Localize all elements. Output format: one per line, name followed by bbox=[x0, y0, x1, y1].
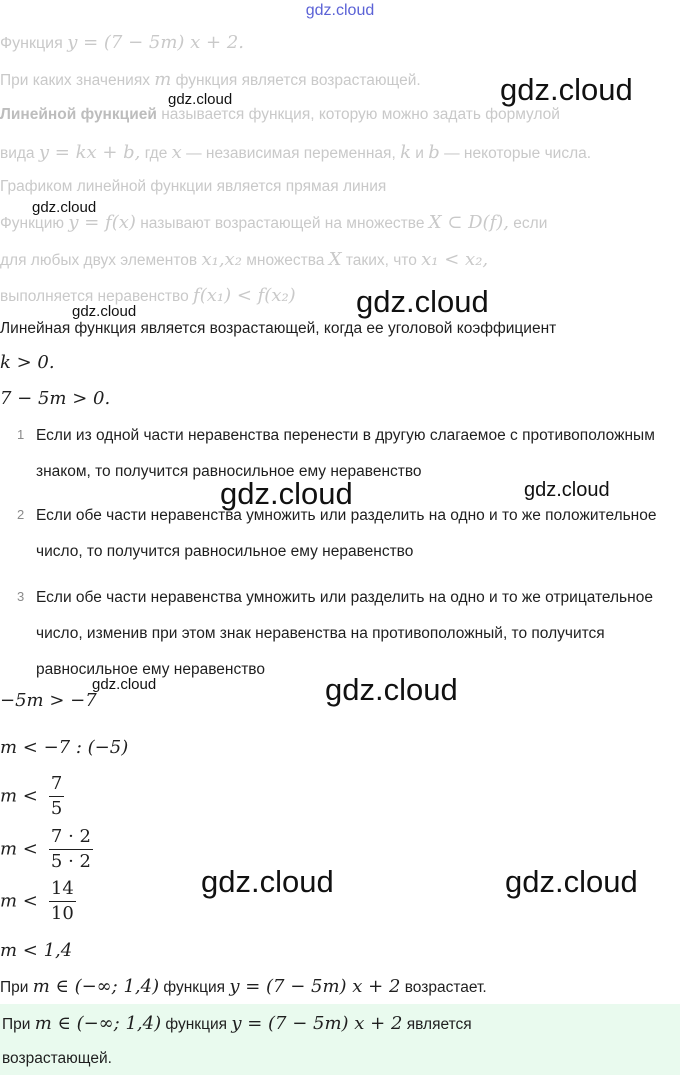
formula: y = f(x) bbox=[68, 212, 136, 233]
numerator: 7 bbox=[49, 772, 64, 797]
step-3 bbox=[0, 772, 64, 821]
formula: y = kx + b, bbox=[38, 142, 141, 163]
answer-line-1 bbox=[2, 1006, 472, 1043]
watermark: gdz.cloud bbox=[500, 72, 633, 107]
watermark: gdz.cloud bbox=[524, 479, 610, 501]
definition-term: Линейной функцией bbox=[0, 106, 157, 123]
lhs: m < bbox=[0, 785, 38, 807]
formula: x₁ < x₂, bbox=[421, 249, 489, 270]
text: вида bbox=[0, 145, 35, 162]
denominator: 10 bbox=[50, 903, 74, 924]
watermark: gdz.cloud bbox=[325, 672, 458, 707]
text: функция bbox=[163, 979, 226, 996]
text: таких, что bbox=[345, 252, 417, 269]
denominator: 5 · 2 bbox=[50, 851, 91, 872]
watermark: gdz.cloud bbox=[168, 91, 233, 108]
denominator: 5 bbox=[50, 798, 63, 819]
text: При bbox=[2, 1016, 31, 1033]
task-formula: y = (7 − 5m) x + 2. bbox=[67, 32, 245, 53]
formula: y = (7 − 5m) x + 2 bbox=[229, 976, 401, 997]
increasing-definition-3 bbox=[0, 285, 296, 306]
answer-line-2: возрастающей. bbox=[2, 1050, 112, 1067]
text: функция bbox=[165, 1016, 228, 1033]
rule-number: 3 bbox=[17, 589, 25, 604]
watermark: gdz.cloud bbox=[220, 476, 353, 511]
solution-statement: Линейная функция является возрастающей, когда ее уголовой коэффициент bbox=[0, 320, 557, 337]
answer-box bbox=[0, 1004, 680, 1075]
numerator: 14 bbox=[49, 877, 76, 902]
text: называют возрастающей на множестве bbox=[140, 215, 425, 232]
k-inequality: k > 0. bbox=[0, 352, 55, 373]
lhs: m < bbox=[0, 890, 38, 912]
inequality-1: 7 − 5m > 0. bbox=[0, 388, 111, 409]
task-statement bbox=[0, 32, 244, 53]
watermark: gdz.cloud bbox=[201, 864, 334, 899]
formula: f(x₁) < f(x₂) bbox=[193, 285, 296, 306]
fraction bbox=[49, 825, 93, 874]
step-5 bbox=[0, 877, 76, 926]
text: и bbox=[415, 145, 424, 162]
watermark: gdz.cloud bbox=[356, 284, 489, 319]
formula: x bbox=[171, 142, 182, 163]
text: выполняется неравенство bbox=[0, 288, 189, 305]
rule-text: Если обе части неравенства умножить или разделить на одно и то же положительное число, то получится равносильное ему неравенство bbox=[36, 507, 657, 560]
lhs: m < bbox=[0, 838, 38, 860]
rule-number: 1 bbox=[17, 427, 25, 442]
formula: X bbox=[328, 249, 342, 270]
rule-text: Если из одной части неравенства перенести в другую слагаемое с противоположным знаком, то получится равносильное ему неравенство bbox=[36, 427, 655, 480]
step-2: m < −7 : (−5) bbox=[0, 737, 129, 758]
formula: b bbox=[428, 142, 440, 163]
text: если bbox=[513, 215, 548, 232]
watermark: gdz.cloud bbox=[72, 303, 137, 320]
watermark: gdz.cloud bbox=[32, 199, 97, 216]
definition-formula bbox=[0, 142, 591, 163]
definition-text: называется функция, которую можно задать формулой bbox=[161, 106, 560, 123]
text: — независимая переменная, bbox=[186, 145, 396, 162]
rule-number: 2 bbox=[17, 507, 25, 522]
fraction bbox=[49, 772, 64, 821]
formula: m ∈ (−∞; 1,4) bbox=[32, 976, 160, 997]
formula: k bbox=[400, 142, 411, 163]
text: множества bbox=[246, 252, 325, 269]
question-var: m bbox=[154, 69, 172, 90]
fraction bbox=[49, 877, 76, 926]
task-question bbox=[0, 69, 421, 90]
text: является bbox=[406, 1016, 472, 1033]
question-text-end: функция является возрастающей. bbox=[175, 72, 421, 89]
watermark: gdz.cloud bbox=[505, 864, 638, 899]
step-4 bbox=[0, 825, 93, 874]
question-text: При каких значениях bbox=[0, 72, 150, 89]
numerator: 7 · 2 bbox=[49, 825, 93, 850]
text: При bbox=[0, 979, 29, 996]
conclusion bbox=[0, 976, 487, 997]
increasing-definition-2 bbox=[0, 249, 488, 270]
watermark-top[interactable]: gdz.cloud bbox=[305, 2, 375, 19]
text: — некоторые числа. bbox=[444, 145, 592, 162]
task-text: Функция bbox=[0, 35, 63, 52]
formula: x₁,x₂ bbox=[201, 249, 242, 270]
formula: y = (7 − 5m) x + 2 bbox=[231, 1013, 403, 1034]
step-6: m < 1,4 bbox=[0, 940, 73, 961]
text: возрастает. bbox=[404, 979, 487, 996]
text: для любых двух элементов bbox=[0, 252, 198, 269]
formula: X ⊂ D(f), bbox=[428, 212, 509, 233]
text: Функцию bbox=[0, 215, 65, 232]
step-1: −5m > −7 bbox=[0, 690, 97, 711]
text: где bbox=[144, 145, 168, 162]
rule-text: Если обе части неравенства умножить или разделить на одно и то же отрицательное число, изменив при этом знак неравенства на противоположный, то получится равносильное ему неравенство bbox=[36, 589, 653, 678]
formula: m ∈ (−∞; 1,4) bbox=[34, 1013, 162, 1034]
definition-linear bbox=[0, 106, 560, 124]
graph-definition: Графиком линейной функции является прямая линия bbox=[0, 178, 387, 195]
watermark: gdz.cloud bbox=[92, 676, 157, 693]
